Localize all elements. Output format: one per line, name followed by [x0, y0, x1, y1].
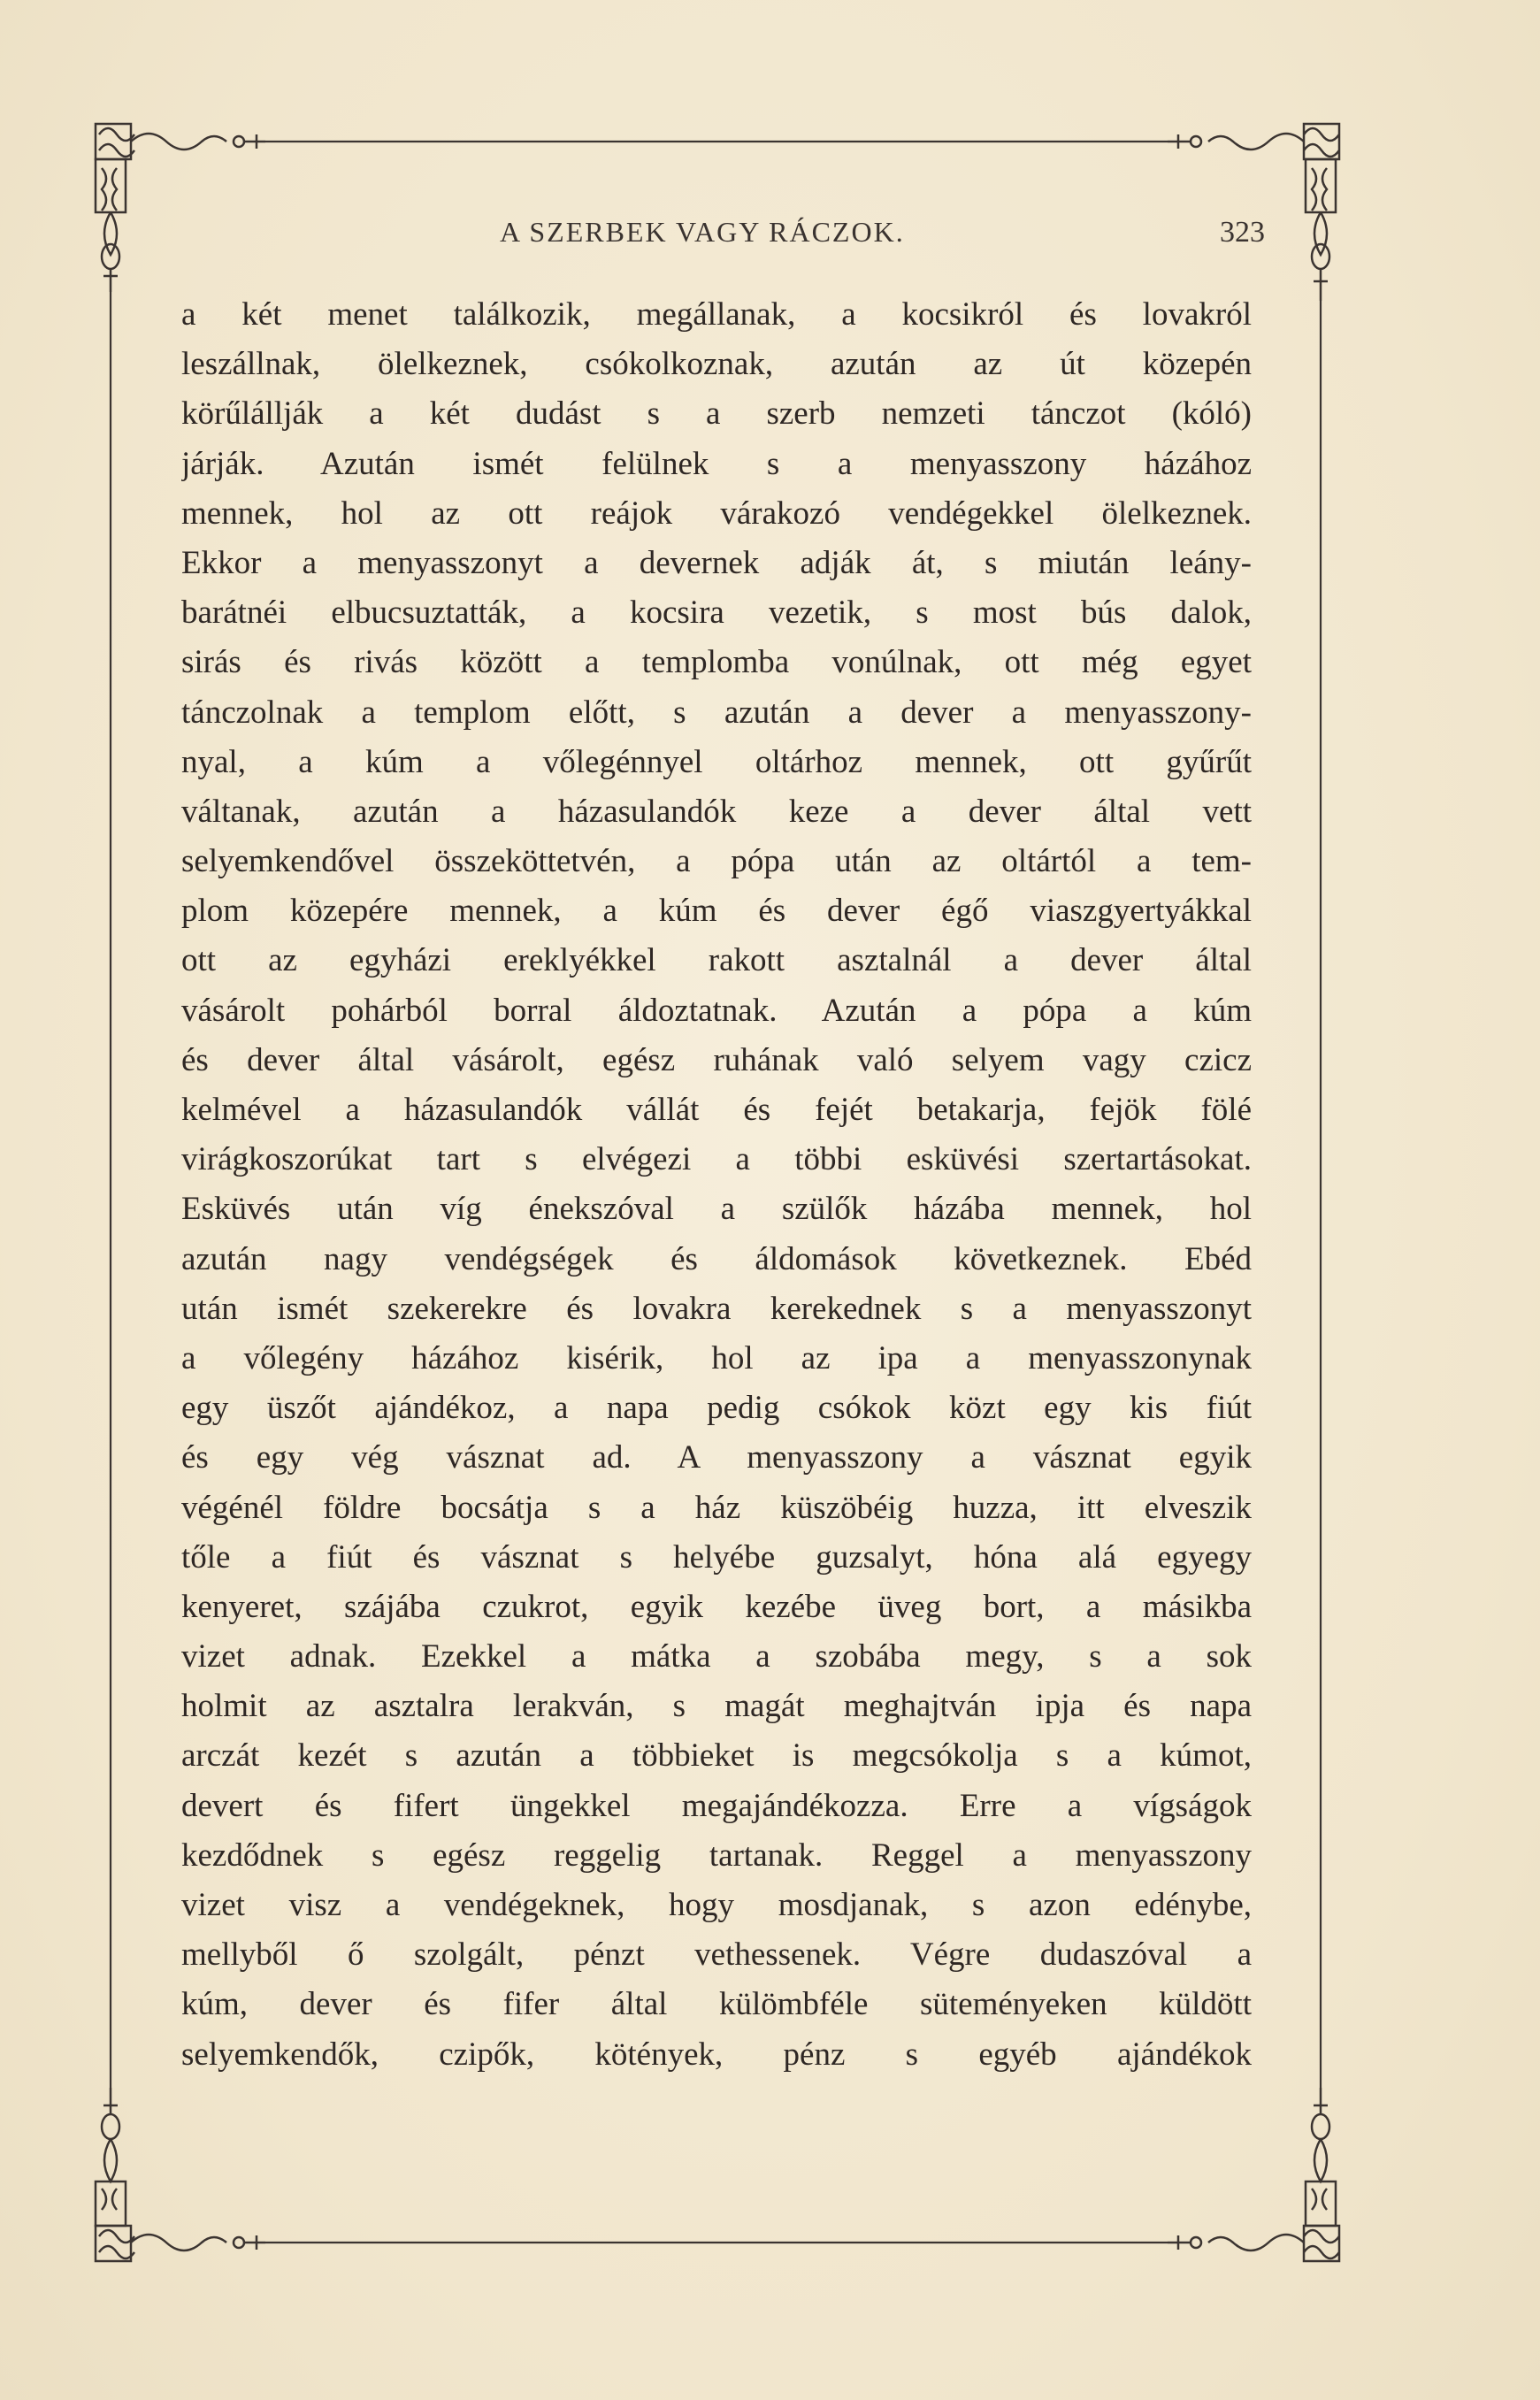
corner-ornament-top-left: [96, 124, 265, 292]
text-line: Ekkor a menyasszonyt a devernek adják át, s miután leány-: [181, 544, 1252, 581]
text-line: körűlállják a két dudást s a szerb nemzeti tánczot (kóló): [181, 395, 1252, 433]
text-line: selyemkendővel összeköttetvén, a pópa után az oltártól a tem-: [181, 843, 1252, 880]
text-line: tőle a fiút és vásznat s helyébe guzsalyt, hóna alá egyegy: [181, 1538, 1252, 1576]
text-line: a két menet találkozik, megállanak, a kocsikról és lovakról: [181, 296, 1252, 333]
text-line: kelmével a házasulandók vállát és fejét betakarja, fejök fölé: [181, 1092, 1252, 1128]
text-line: egy üszőt ajándékoz, a napa pedig csókok közt egy kis fiút: [181, 1390, 1252, 1427]
text-line: mellyből ő szolgált, pénzt vethessenek. Végre dudaszóval a: [181, 1936, 1252, 1974]
text-line: holmit az asztalra lerakván, s magát meghajtván ipja és napa: [181, 1688, 1252, 1725]
text-line: vizet adnak. Ezekkel a mátka a szobába megy, s a sok: [181, 1638, 1252, 1675]
text-line: sirás és rivás között a templomba vonúlnak, ott még egyet: [181, 644, 1252, 681]
corner-ornament-top-right: [1168, 124, 1339, 301]
text-line: mennek, hol az ott reájok várakozó vendégekkel ölelkeznek.: [181, 495, 1252, 532]
text-line: selyemkendők, czipők, kötények, pénz s egyéb ajándékok: [181, 2036, 1252, 2073]
text-line: Esküvés után víg énekszóval a szülők házába mennek, hol: [181, 1191, 1252, 1228]
text-line: járják. Azután ismét felülnek s a menyasszony házához: [181, 445, 1252, 482]
text-line: kezdődnek s egész reggelig tartanak. Reggel a menyasszony: [181, 1836, 1252, 1874]
text-line: és dever által vásárolt, egész ruhának való selyem vagy czicz: [181, 1041, 1252, 1078]
text-line: plom közepére mennek, a kúm és dever égő viaszgyertyákkal: [181, 893, 1252, 930]
text-line: nyal, a kúm a vőlegénnyel oltárhoz mennek, ott gyűrűt: [181, 743, 1252, 780]
corner-ornament-bottom-left: [96, 2088, 265, 2261]
text-line: és egy vég vásznat ad. A menyasszony a vásznat egyik: [181, 1439, 1252, 1476]
text-line: tánczolnak a templom előtt, s azután a dever a menyasszony-: [181, 694, 1252, 731]
page-header: [177, 216, 1265, 260]
running-title: A SZERBEK VAGY RÁCZOK.: [500, 216, 905, 248]
text-line: a vőlegény házához kisérik, hol az ipa a menyasszonynak: [181, 1339, 1252, 1376]
text-line: vizet visz a vendégeknek, hogy mosdjanak, s azon edénybe,: [181, 1887, 1252, 1923]
text-line: azután nagy vendégségek és áldomások következnek. Ebéd: [181, 1240, 1252, 1277]
body-text: [181, 290, 1252, 2080]
page-number: 323: [1220, 216, 1265, 249]
text-line: kenyeret, szájába czukrot, egyik kezébe üveg bort, a másikba: [181, 1588, 1252, 1625]
text-line: vásárolt pohárból borral áldoztatnak. Azután a pópa a kúm: [181, 992, 1252, 1029]
text-line: leszállnak, ölelkeznek, csókolkoznak, azután az út közepén: [181, 346, 1252, 383]
text-line: végénél földre bocsátja s a ház küszöbéig huzza, itt elveszik: [181, 1489, 1252, 1526]
text-line: arczát kezét s azután a többieket is megcsókolja s a kúmot,: [181, 1737, 1252, 1775]
corner-ornament-bottom-right: [1168, 2088, 1339, 2261]
text-line: ott az egyházi ereklyékkel rakott asztalnál a dever által: [181, 942, 1252, 979]
text-line: kúm, dever és fifer által külömbféle süteményeken küldött: [181, 1986, 1252, 2023]
text-line: devert és fifert üngekkel megajándékozza. Erre a vígságok: [181, 1787, 1252, 1824]
text-line: barátnéi elbucsuztatták, a kocsira vezetik, s most bús dalok,: [181, 594, 1252, 632]
text-line: virágkoszorúkat tart s elvégezi a többi esküvési szertartásokat.: [181, 1141, 1252, 1178]
text-line: váltanak, azután a házasulandók keze a dever által vett: [181, 793, 1252, 830]
text-line: után ismét szekerekre és lovakra kerekednek s a menyasszonyt: [181, 1290, 1252, 1327]
